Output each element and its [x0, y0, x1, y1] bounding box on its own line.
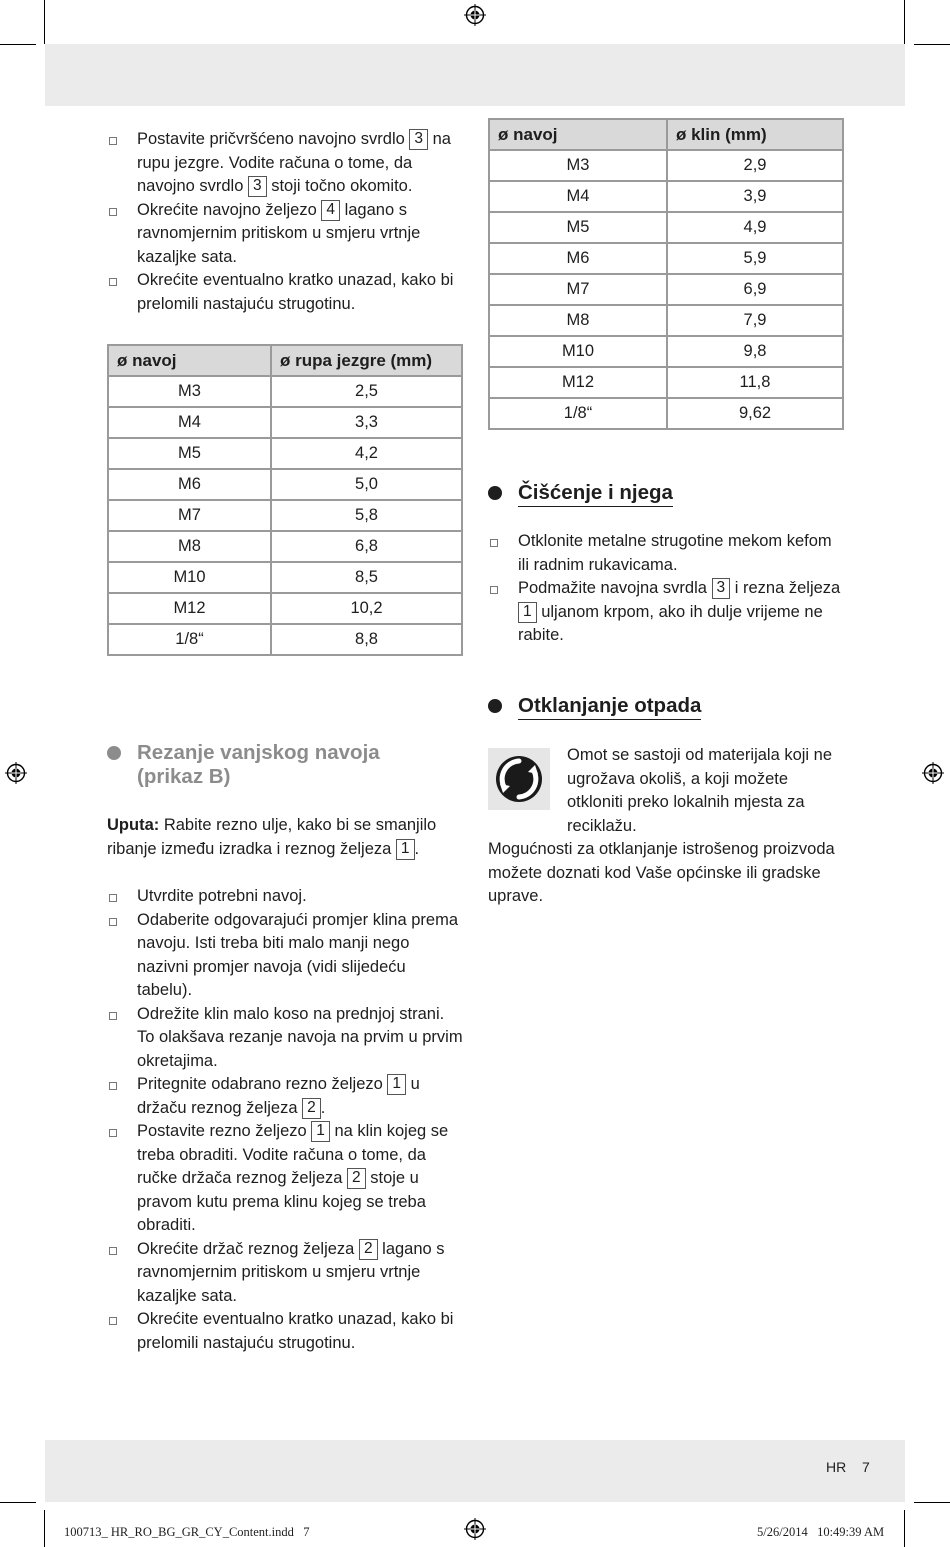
- table-cell: M6: [108, 469, 271, 500]
- list-item-text: Postavite pričvršćeno navojno svrdlo: [137, 130, 410, 148]
- left-bottom-instructions: [107, 885, 463, 1355]
- table-row: [108, 593, 462, 624]
- table-cell: M3: [108, 376, 271, 407]
- table-cell: M5: [489, 212, 667, 243]
- table-cell: 3,9: [667, 181, 843, 212]
- crop-line: [914, 44, 950, 45]
- heading-line: (prikaz B): [137, 765, 231, 788]
- table-cell: 2,9: [667, 150, 843, 181]
- product-disposal-text: Mogućnosti za otklanjanje istrošenog proizvoda možete doznati kod Vaše općinske ili gradske uprave.: [488, 840, 835, 905]
- part-number-badge: 2: [302, 1098, 321, 1119]
- table-row: [108, 407, 462, 438]
- list-item-text: Okrećite držač reznog željeza: [137, 1239, 359, 1258]
- list-item-text: Okrećite eventualno kratko unazad, kako bi prelomili nastajuću strugotinu.: [137, 1310, 454, 1352]
- checkbox-bullet-icon: [109, 1082, 117, 1090]
- left-top-instructions: [107, 128, 463, 316]
- table-row: [489, 243, 843, 274]
- core-hole-table: [107, 344, 463, 656]
- table-cell: 2,5: [271, 376, 462, 407]
- list-item-text: Okrećite navojno željezo: [137, 200, 322, 219]
- table-cell: M12: [489, 367, 667, 398]
- print-file-name: 100713_ HR_RO_BG_GR_CY_Content.indd 7: [64, 1525, 310, 1539]
- list-item-text: Postavite rezno željezo: [137, 1122, 312, 1140]
- list-item-text: Odaberite odgovarajući promjer klina prema navoju. Isti treba biti malo manji nego nazivni promjer navoja (vidi slijedeću tabelu).: [137, 910, 458, 999]
- table-cell: 4,2: [271, 438, 462, 469]
- table-row: [489, 181, 843, 212]
- table-cell: 3,3: [271, 407, 462, 438]
- list-item-text: Okrećite eventualno kratko unazad, kako bi prelomili nastajuću strugotinu.: [137, 271, 454, 313]
- list-item: [107, 1238, 463, 1309]
- heading-text: Čišćenje i njega: [518, 481, 673, 507]
- table-cell: M6: [489, 243, 667, 274]
- list-item: [488, 577, 844, 648]
- list-item-text: Pritegnite odabrano rezno željezo: [137, 1075, 388, 1093]
- page-number: 7: [862, 1459, 870, 1475]
- table-header: ø navoj: [108, 345, 271, 376]
- bullet-dot-icon: [107, 746, 121, 760]
- list-item: [107, 1120, 463, 1238]
- pin-table-wrap: [488, 118, 844, 430]
- part-number-badge: 3: [248, 176, 267, 197]
- bullet-dot-icon: [488, 486, 502, 500]
- table-cell: 6,8: [271, 531, 462, 562]
- note-label: Uputa:: [107, 816, 160, 834]
- bullet-dot-icon: [488, 699, 502, 713]
- table-row: [489, 336, 843, 367]
- part-number-badge: 2: [347, 1168, 366, 1189]
- list-item: [107, 885, 463, 909]
- table-cell: M10: [108, 562, 271, 593]
- checkbox-bullet-icon: [109, 137, 117, 145]
- section-heading-disposal: [488, 694, 701, 718]
- instruction-list: [488, 530, 844, 648]
- list-item-text: uljanom krpom, ako ih dulje vrijeme ne rabite.: [518, 602, 823, 644]
- part-number-badge: 3: [409, 129, 428, 150]
- note-text: .: [414, 839, 420, 858]
- table-cell: 8,8: [271, 624, 462, 655]
- table-cell: M7: [489, 274, 667, 305]
- table-row: [489, 274, 843, 305]
- heading-text: Otklanjanje otpada: [518, 694, 701, 720]
- list-item-text: i rezna željeza: [730, 579, 841, 597]
- table-cell: 9,8: [667, 336, 843, 367]
- checkbox-bullet-icon: [109, 278, 117, 286]
- table-cell: 10,2: [271, 593, 462, 624]
- crop-line: [0, 1502, 36, 1503]
- list-item: [107, 269, 463, 316]
- part-number-badge: 1: [396, 839, 415, 860]
- table-cell: M5: [108, 438, 271, 469]
- note-text: Rabite rezno ulje, kako bi se smanjilo ribanje između izradka i reznog željeza: [107, 816, 437, 858]
- table-cell: M10: [489, 336, 667, 367]
- part-number-badge: 4: [321, 200, 340, 221]
- table-cell: 8,5: [271, 562, 462, 593]
- table-cell: 4,9: [667, 212, 843, 243]
- list-item: [107, 1003, 463, 1074]
- cleaning-instructions: [488, 530, 844, 648]
- checkbox-bullet-icon: [109, 208, 117, 216]
- checkbox-bullet-icon: [109, 1012, 117, 1020]
- part-number-badge: 1: [387, 1074, 406, 1095]
- table-cell: M8: [108, 531, 271, 562]
- instruction-list: [107, 885, 463, 1355]
- core-hole-table-wrap: [107, 344, 463, 656]
- list-item-text: stoji točno okomito.: [266, 177, 413, 195]
- list-item-text: lagano s ravnomjernim pritiskom u smjeru vrtnje kazaljke sata.: [137, 200, 421, 266]
- list-item-text: Odrežite klin malo koso na prednjoj strani. To olakšava rezanje navoja na prvim u prvim okretajima.: [137, 1004, 463, 1070]
- checkbox-bullet-icon: [109, 918, 117, 926]
- checkbox-bullet-icon: [109, 1317, 117, 1325]
- crop-line: [914, 1502, 950, 1503]
- instruction-list: [107, 128, 463, 316]
- table-header: ø klin (mm): [667, 119, 843, 150]
- pin-diameter-table: [488, 118, 844, 430]
- table-row: [489, 367, 843, 398]
- part-number-badge: 3: [712, 578, 731, 599]
- checkbox-bullet-icon: [490, 539, 498, 547]
- crop-line: [0, 44, 36, 45]
- table-row: [108, 562, 462, 593]
- list-item: [107, 1073, 463, 1120]
- checkbox-bullet-icon: [109, 894, 117, 902]
- table-row: [108, 376, 462, 407]
- list-item-text: lagano s ravnomjernim pritiskom u smjeru vrtnje kazaljke sata.: [137, 1239, 445, 1305]
- table-cell: M7: [108, 500, 271, 531]
- list-item: [107, 1308, 463, 1355]
- header-band: [45, 44, 905, 106]
- print-timestamp: 5/26/2014 10:49:39 AM: [757, 1525, 885, 1539]
- part-number-badge: 2: [359, 1239, 378, 1260]
- table-cell: 6,9: [667, 274, 843, 305]
- cutting-oil-note: [107, 814, 463, 861]
- table-row: [489, 305, 843, 336]
- registration-mark-icon: [922, 762, 944, 784]
- list-item-text: .: [320, 1098, 326, 1117]
- crop-line: [904, 0, 905, 44]
- checkbox-bullet-icon: [109, 1247, 117, 1255]
- list-item-text: Utvrdite potrebni navoj.: [137, 887, 307, 905]
- table-cell: 5,9: [667, 243, 843, 274]
- list-item: [107, 909, 463, 1003]
- table-row: [489, 150, 843, 181]
- list-item-text: Otklonite metalne strugotine mekom kefom ili radnim rukavicama.: [518, 532, 832, 574]
- table-row: [108, 624, 462, 655]
- table-cell: M4: [108, 407, 271, 438]
- table-row: [108, 531, 462, 562]
- crop-line: [904, 1510, 905, 1547]
- registration-mark-icon: [464, 1518, 486, 1540]
- table-cell: M4: [489, 181, 667, 212]
- list-item: [107, 199, 463, 270]
- recycling-icon: [488, 748, 550, 810]
- table-cell: M3: [489, 150, 667, 181]
- table-cell: 9,62: [667, 398, 843, 429]
- table-row: [489, 398, 843, 429]
- table-cell: M8: [489, 305, 667, 336]
- page-language: HR: [826, 1459, 847, 1475]
- table-cell: 11,8: [667, 367, 843, 398]
- part-number-badge: 1: [518, 602, 537, 623]
- table-row: [108, 469, 462, 500]
- list-item: [107, 128, 463, 199]
- crop-line: [44, 1510, 45, 1547]
- checkbox-bullet-icon: [109, 1129, 117, 1137]
- heading-line: Rezanje vanjskog navoja: [137, 741, 380, 764]
- table-cell: 7,9: [667, 305, 843, 336]
- list-item-text: na rupu jezgre. Vodite računa o tome, da navojno svrdlo: [137, 130, 451, 195]
- table-row: [108, 438, 462, 469]
- list-item-text: u držaču reznog željeza: [137, 1075, 420, 1117]
- packaging-disposal-text: Omot se sastoji od materijala koji ne ugrožava okoliš, a koji možete otkloniti preko lokalnih mjesta za reciklažu.: [567, 746, 833, 835]
- list-item-text: Podmažite navojna svrdla: [518, 579, 712, 597]
- section-heading-cleaning: [488, 481, 673, 505]
- table-cell: 1/8“: [108, 624, 271, 655]
- list-item-text: stoje u pravom kutu prema klinu kojeg se treba obraditi.: [137, 1169, 426, 1234]
- crop-line: [44, 0, 45, 44]
- list-item: [488, 530, 844, 577]
- part-number-badge: 1: [311, 1121, 330, 1142]
- table-row: [108, 500, 462, 531]
- footer-band: [45, 1440, 905, 1502]
- table-row: [489, 212, 843, 243]
- registration-mark-icon: [464, 4, 486, 26]
- section-heading-external-thread: [107, 741, 493, 789]
- table-cell: M12: [108, 593, 271, 624]
- table-header: ø navoj: [489, 119, 667, 150]
- table-cell: 1/8“: [489, 398, 667, 429]
- list-item-text: na klin kojeg se treba obraditi. Vodite računa o tome, da ručke držača reznog željeza: [137, 1122, 449, 1187]
- table-cell: 5,8: [271, 500, 462, 531]
- registration-mark-icon: [5, 762, 27, 784]
- checkbox-bullet-icon: [490, 586, 498, 594]
- table-header: ø rupa jezgre (mm): [271, 345, 462, 376]
- table-cell: 5,0: [271, 469, 462, 500]
